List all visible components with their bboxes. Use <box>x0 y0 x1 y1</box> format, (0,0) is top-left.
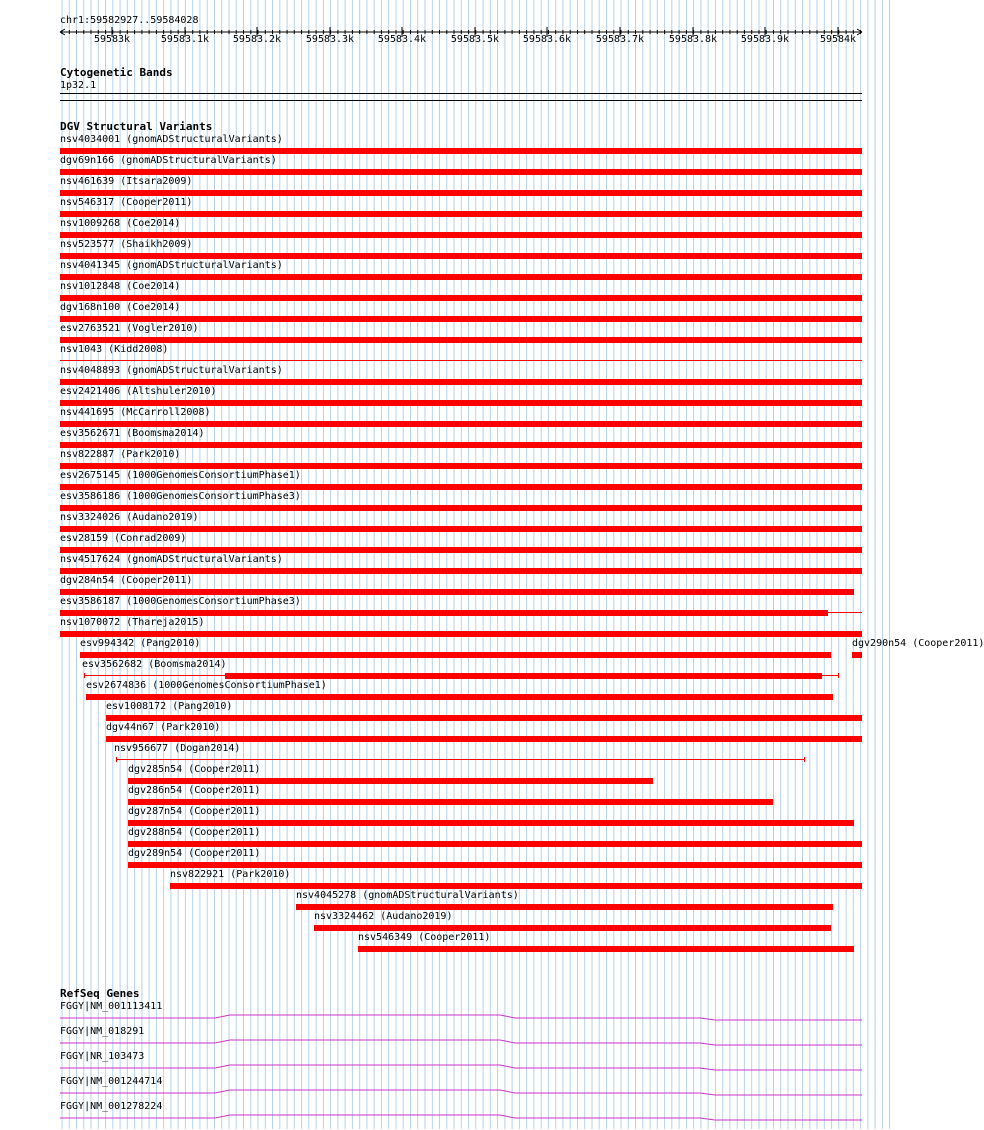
variant-label[interactable]: dgv286n54 (Cooper2011) <box>128 785 261 796</box>
dgv-track-title: DGV Structural Variants <box>60 120 213 133</box>
variant-feature[interactable] <box>128 841 862 847</box>
variant-feature[interactable] <box>106 715 862 721</box>
variant-label[interactable]: nsv546317 (Cooper2011) <box>60 197 193 208</box>
variant-feature[interactable] <box>60 505 862 511</box>
variant-feature[interactable] <box>128 862 862 868</box>
ruler-tick-label: 59583.8k <box>668 34 718 45</box>
variant-feature[interactable] <box>60 589 854 595</box>
gene-model-line <box>60 1090 862 1095</box>
variant-label[interactable]: nsv4048893 (gnomADStructuralVariants) <box>60 365 283 376</box>
variant-label[interactable]: esv2674836 (1000GenomesConsortiumPhase1) <box>86 680 327 691</box>
variant-label[interactable]: dgv289n54 (Cooper2011) <box>128 848 261 859</box>
ruler-tick-label: 59583.1k <box>160 34 210 45</box>
variant-feature[interactable] <box>60 463 862 469</box>
cytoband-bar-bottom <box>60 100 862 101</box>
variant-end-cap <box>838 673 839 678</box>
variant-feature[interactable] <box>60 631 862 637</box>
gene-label[interactable]: FGGY|NM_001244714 <box>60 1076 163 1087</box>
position-ruler[interactable] <box>0 22 890 72</box>
variant-feature[interactable] <box>60 316 862 322</box>
ruler-tick-label: 59583.3k <box>305 34 355 45</box>
variant-feature[interactable] <box>60 253 862 259</box>
gene-label[interactable]: FGGY|NM_001113411 <box>60 1001 163 1012</box>
variant-label[interactable]: nsv546349 (Cooper2011) <box>358 932 491 943</box>
variant-feature[interactable] <box>852 652 862 658</box>
variant-end-cap <box>116 757 117 762</box>
gene-label[interactable]: FGGY|NM_018291 <box>60 1026 145 1037</box>
variant-label[interactable]: esv2763521 (Vogler2010) <box>60 323 199 334</box>
variant-label[interactable]: esv2675145 (1000GenomesConsortiumPhase1) <box>60 470 301 481</box>
variant-inner-bar[interactable] <box>225 673 822 679</box>
variant-label[interactable]: dgv284n54 (Cooper2011) <box>60 575 193 586</box>
variant-feature[interactable] <box>60 274 862 280</box>
variant-feature[interactable] <box>60 421 862 427</box>
variant-label[interactable]: nsv822887 (Park2010) <box>60 449 181 460</box>
gene-label[interactable]: FGGY|NM_001278224 <box>60 1101 163 1112</box>
gene-model-line <box>60 1040 862 1045</box>
gene-models <box>0 987 890 1130</box>
variant-feature[interactable] <box>60 337 862 343</box>
variant-label[interactable]: nsv4034001 (gnomADStructuralVariants) <box>60 134 283 145</box>
ruler-tick-label: 59583.6k <box>522 34 572 45</box>
variant-label[interactable]: esv3562671 (Boomsma2014) <box>60 428 205 439</box>
gene-label[interactable]: FGGY|NR_103473 <box>60 1051 145 1062</box>
ruler-tick-label: 59583.4k <box>377 34 427 45</box>
variant-label[interactable]: dgv287n54 (Cooper2011) <box>128 806 261 817</box>
variant-feature[interactable] <box>60 295 862 301</box>
variant-label[interactable]: nsv1043 (Kidd2008) <box>60 344 169 355</box>
variant-label[interactable]: nsv4041345 (gnomADStructuralVariants) <box>60 260 283 271</box>
variant-label[interactable]: esv3586186 (1000GenomesConsortiumPhase3) <box>60 491 301 502</box>
variant-feature[interactable] <box>170 883 862 889</box>
variant-feature[interactable] <box>128 799 773 805</box>
variant-feature[interactable] <box>60 526 862 532</box>
variant-feature[interactable] <box>314 925 831 931</box>
variant-feature[interactable] <box>128 778 653 784</box>
ruler-tick-label: 59583k <box>93 34 131 45</box>
variant-feature[interactable] <box>60 442 862 448</box>
variant-label[interactable]: nsv956677 (Dogan2014) <box>114 743 241 754</box>
gene-model-line <box>60 1015 862 1020</box>
variant-feature[interactable] <box>60 211 862 217</box>
variant-feature[interactable] <box>60 484 862 490</box>
variant-feature[interactable] <box>60 400 862 406</box>
variant-label[interactable]: dgv290n54 (Cooper2011) <box>852 638 984 649</box>
variant-feature[interactable] <box>128 820 854 826</box>
variant-label[interactable]: esv994342 (Pang2010) <box>80 638 201 649</box>
variant-label[interactable]: esv3586187 (1000GenomesConsortiumPhase3) <box>60 596 301 607</box>
variant-label[interactable]: dgv285n54 (Cooper2011) <box>128 764 261 775</box>
ruler-tick-label: 59584k <box>819 34 857 45</box>
ruler-tick-label: 59583.9k <box>740 34 790 45</box>
variant-label[interactable]: dgv168n100 (Coe2014) <box>60 302 181 313</box>
variant-label[interactable]: esv28159 (Conrad2009) <box>60 533 187 544</box>
refseq-track-title: RefSeq Genes <box>60 987 140 1000</box>
variant-feature[interactable] <box>60 547 862 553</box>
variant-feature[interactable] <box>106 736 862 742</box>
ruler-tick-label: 59583.2k <box>232 34 282 45</box>
variant-end-cap <box>84 673 85 678</box>
variant-label[interactable]: esv2421406 (Altshuler2010) <box>60 386 217 397</box>
variant-label[interactable]: nsv1009268 (Coe2014) <box>60 218 181 229</box>
variant-feature[interactable] <box>358 946 854 952</box>
cytoband-label[interactable]: 1p32.1 <box>60 80 97 91</box>
location-label: chr1:59582927..59584028 <box>60 15 199 26</box>
variant-feature[interactable] <box>80 652 831 658</box>
variant-label[interactable]: nsv1012848 (Coe2014) <box>60 281 181 292</box>
variant-label[interactable]: nsv3324462 (Audano2019) <box>314 911 453 922</box>
variant-feature[interactable] <box>60 148 862 154</box>
variant-extension <box>828 612 862 613</box>
variant-label[interactable]: nsv822921 (Park2010) <box>170 869 291 880</box>
variant-label[interactable]: nsv461639 (Itsara2009) <box>60 176 193 187</box>
variant-label[interactable]: nsv4517624 (gnomADStructuralVariants) <box>60 554 283 565</box>
variant-label[interactable]: nsv523577 (Shaikh2009) <box>60 239 193 250</box>
variant-feature[interactable] <box>86 694 833 700</box>
ruler-tick-label: 59583.7k <box>595 34 645 45</box>
variant-label[interactable]: esv3562682 (Boomsma2014) <box>82 659 227 670</box>
variant-label[interactable]: nsv441695 (McCarroll2008) <box>60 407 211 418</box>
cytoband-track-title: Cytogenetic Bands <box>60 66 173 79</box>
variant-feature[interactable] <box>296 904 833 910</box>
variant-feature[interactable] <box>60 169 862 175</box>
variant-label[interactable]: esv1008172 (Pang2010) <box>106 701 233 712</box>
variant-end-cap <box>804 757 805 762</box>
variant-feature[interactable] <box>60 610 828 616</box>
variant-label[interactable]: nsv1070072 (Thareja2015) <box>60 617 205 628</box>
variant-label[interactable]: dgv69n166 (gnomADStructuralVariants) <box>60 155 277 166</box>
variant-label[interactable]: nsv4045278 (gnomADStructuralVariants) <box>296 890 519 901</box>
cytoband-bar-top <box>60 93 862 94</box>
variant-label[interactable]: nsv3324026 (Audano2019) <box>60 512 199 523</box>
variant-label[interactable]: dgv44n67 (Park2010) <box>106 722 221 733</box>
variant-feature[interactable] <box>60 190 862 196</box>
ruler-tick-label: 59583.5k <box>450 34 500 45</box>
variant-label[interactable]: dgv288n54 (Cooper2011) <box>128 827 261 838</box>
variant-feature[interactable] <box>116 759 804 760</box>
gene-model-line <box>60 1065 862 1070</box>
variant-feature[interactable] <box>60 568 862 574</box>
variant-feature[interactable] <box>60 379 862 385</box>
gene-model-line <box>60 1115 862 1120</box>
variant-feature[interactable] <box>60 360 862 361</box>
variant-feature[interactable] <box>60 232 862 238</box>
